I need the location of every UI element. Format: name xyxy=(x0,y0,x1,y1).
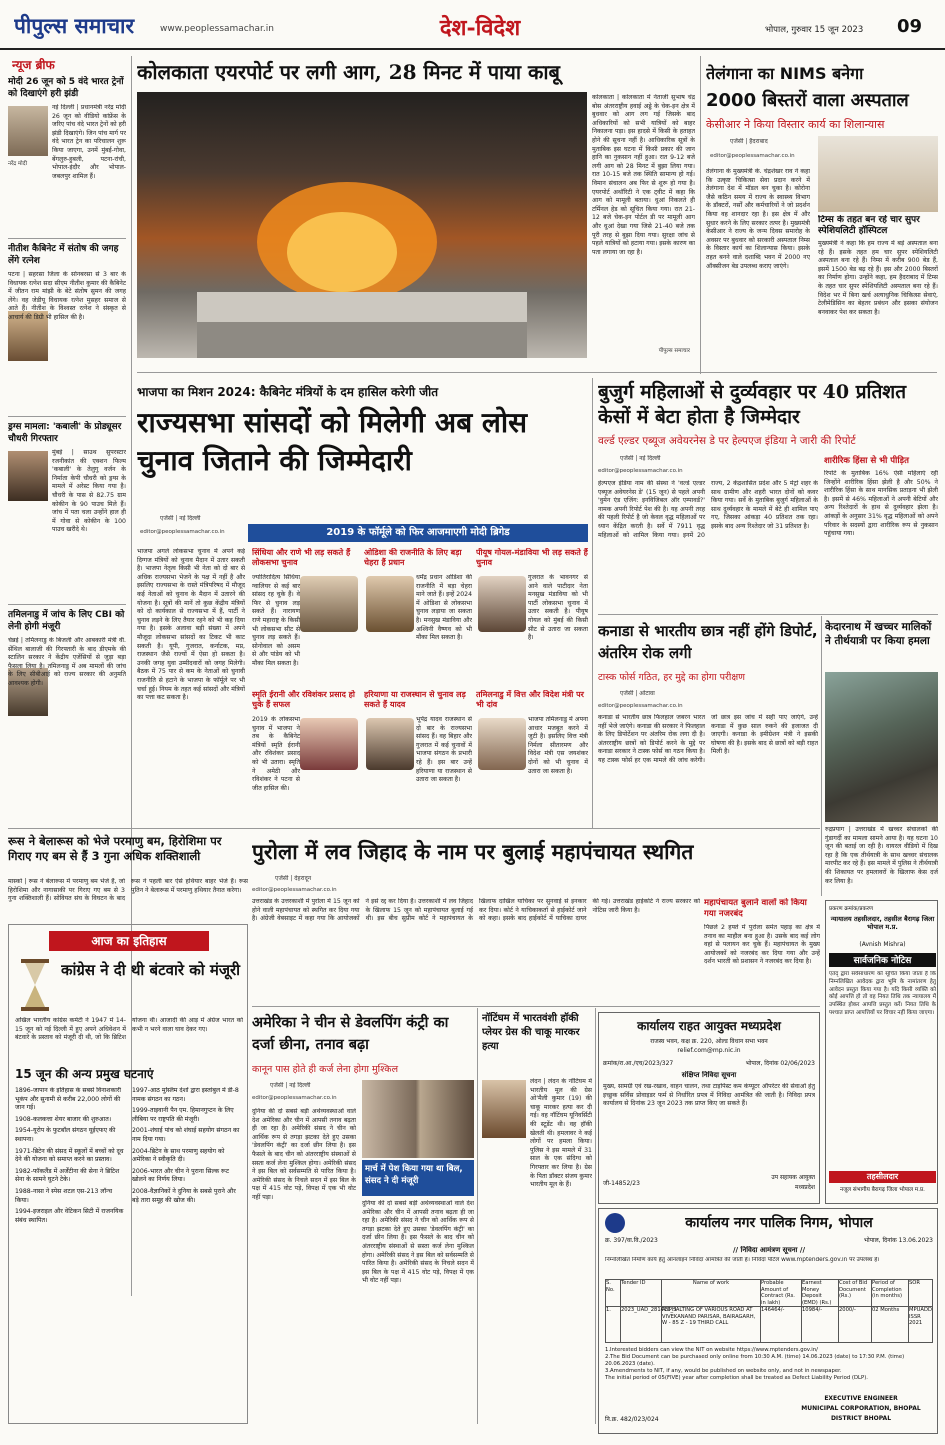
tender-header: SOR xyxy=(909,1280,932,1307)
brief-head-3: ड्रग्स मामला: 'कबाली' के प्रोड्यूसर चौधरी गिरफ्तार xyxy=(8,422,122,444)
profile-head-0: सिंधिया और राणे भी लड़ सकते हैं लोकसभा चुनाव xyxy=(252,548,351,567)
telangana-body: तेलंगाना के मुख्यमंत्री के. चंद्रशेखर राव ने कहा कि उत्कृष्ट चिकित्सा सेवा प्रदान करने में तेलंगाना देश में मॉडल बन चुका है। कोरोना जैसे कठिन समय में राज्य के स्वास्थ्य विभाग के डॉक्टरों, नर्सों और कर्मचारियों ने जो प्रदर्शन किया वह शानदार रहा है। इस क्षेत्र में और सुधार करने के लिए सरकार तत्पर है। मुख्यमंत्री केसीआर ने राज्य के जन्म दिवस समारोह के अवसर पर बुधवार को सरकारी अस्पताल निम्स के विस्तार कार्य का शिलान्यास किया। इसके तहत बनने वाले दशाब्दि भवन में 2000 नए ऑक्सीजन बेड उपलब्ध कराए जाएंगे। xyxy=(706,168,810,270)
col xyxy=(606,1280,621,1342)
profile-head-1: ओडिशा की राजनीति के लिए बड़ा चेहरा हैं प्रधान xyxy=(364,548,462,567)
canada-body: कनाडा से भारतीय छात्र फिलहाल जबरन भारत नहीं भेजे जाएंगे। कनाडा की सरकार ने फिलहाल के लिए डिपोर्टेशन पर अंतरिम रोक लगा दी है। अंतरराष्ट्रीय छात्रों को डिपोर्ट करने के मुद्दे पर कनाडा सरकार ने टास्क फोर्स का गठन किया है। यह टास्क फोर्स हर एक मामले की जांच करेगी। जो छात्र इस जांच में सही पाए जाएंगे, उन्हें कनाडा में कुछ साल रुकने की इजाजत दी जाएगी। कनाडा के इमीग्रेशन मंत्री ने इसकी घोषणा की है। इसके बाद से छात्रों को बड़ी राहत मिली है। xyxy=(598,714,818,764)
elderly-email[interactable]: editor@peoplessamachar.co.in xyxy=(598,468,683,474)
rahat-ref: जी-14852/23 xyxy=(603,1180,640,1187)
elderly-side-body: रिपोर्ट के मुताबिक 16% ऐसी महिलाएं रहीं जिन्होंने शारीरिक हिंसा झेली है और 50% ने शारीरिक हिंसा के साथ मानसिक प्रताड़ना भी झेली है। इसमें से 46% महिलाओं ने अपनी बेटियों और अन्य रिश्तेदारों के हाथ से दुर्व्यवहार झेला है। आंकड़ों के अनुसार 31% वृद्ध महिलाओं को अपने परिवार के सदस्यों द्वारा शारीरिक रूप से नुकसान पहुंचाया गया। xyxy=(824,470,938,538)
nagar-logo-icon xyxy=(605,1213,625,1233)
tender-cell: 10984/- xyxy=(802,1307,823,1313)
collector-name: (Avnish Mishra) xyxy=(859,941,906,948)
profile-head-3: स्मृति ईरानी और रविशंकर प्रसाद हो चुके हैं सफल xyxy=(252,690,355,709)
col xyxy=(839,1280,872,1342)
elderly-side-head: शारीरिक हिंसा से भी पीड़ित xyxy=(824,456,909,466)
col xyxy=(872,1280,909,1342)
usa-byline: एजेंसी | नई दिल्ली xyxy=(270,1082,311,1089)
kcr-photo xyxy=(818,136,938,212)
profile-head-4: हरियाणा या राजस्थान से चुनाव लड़ सकते हैं यादव xyxy=(364,690,466,709)
canada-email[interactable]: editor@peoplessamachar.co.in xyxy=(598,703,683,709)
bjp-email[interactable]: editor@peoplessamachar.co.in xyxy=(140,529,225,535)
nottingham-body: लंदन | लंदन के नॉटिंघम में भारतीय मूल की ग्रेस ओ'मैली कुमार (19) की चाकू मारकर हत्या कर दी गई। वह नॉटिंघम यूनिवर्सिटी की स्टूडेंट थी। वह हॉकी खेलती थी। हमलावर ने कई लोगों पर हमला किया। पुलिस ने इस मामले में 31 साल के एक संदिग्ध को गिरफ्तार कर लिया है। ग्रेस के पिता डॉक्टर संजय कुमार भारतीय मूल के हैं। xyxy=(530,1078,592,1189)
page-number: 09 xyxy=(897,16,923,37)
profile-body-4: भूपेंद्र यादव राजस्थान से दो बार के राज्यसभा सांसद हैं। वह बिहार और गुजरात में कई चुनावों में भाजपा संगठन के प्रभारी रहे हैं। इस बार उन्हें हरियाणा या राजस्थान से उतारा जा सकता है। xyxy=(416,716,472,784)
profile-body-0: ज्योतिरादित्य सिंधिया ग्वालियर से कई बार सांसद रह चुके हैं। वे फिर से चुनाव लड़ सकते हैं। नारायण राणे महाराष्ट्र के किसी भी लोकसभा सीट से चुनाव लड़ सकते हैं। सोनोवाल को असम से और पांडेय को भी मौका मिल सकता है। xyxy=(252,574,300,667)
usa-body-2: दुनिया की दो सबसे बड़ी अर्थव्यवस्थाओं वाले देश अमेरिका और चीन में आपसी तनाव बढ़ता ही जा रहा है। अमेरिकी संसद ने चीन को आर्थिक रूप से तगड़ा झटका देते हुए उसका 'डेवलपिंग कंट्री' का दर्जा छीन लिया है। इस फैसले के बाद चीन को अंतरराष्ट्रीय संस्थाओं से सस्ता कर्ज लेना मुश्किल होगा। अमेरिकी संसद ने इस बिल को सर्वसम्मति से पारित किया है। अमेरिकी संसद के निचले सदन में इस बिल के पक्ष में 415 वोट पड़े, विपक्ष में एक भी वोट नहीं पड़ा। xyxy=(362,1200,474,1285)
tender-header: Earnest Money Deposit (EMD) (Rs.) xyxy=(802,1280,838,1307)
nagar-no: क्र. 397/वा.वि./2023 xyxy=(605,1237,658,1244)
nagar-dept: भोपाल, दिनांक 13.06.2023 xyxy=(863,1237,933,1244)
russia-body: मास्को | रूस ने बेलारूस में परमाणु बम भेजे हैं, जो हिरोशिमा और नागासाकी पर गिराए गए बम से 3 गुना शक्तिशाली हैं। सोवियत संघ के विघटन के बाद रूस ने पहली बार ऐसे हथियार बाहर भेजे हैं। रूस पुतिन ने बेलारूस में परमाणु हथियार तैनात करेगा। xyxy=(8,878,248,903)
event: 1908-कलकत्ता शेयर बाजार की शुरुआत। xyxy=(15,1115,112,1123)
rahat-address: राजस्व भवन, कक्ष क्र. 220, ओल्ड विधान सभा भवन xyxy=(650,1038,768,1045)
note: 3.Amendments to NIT, if any, would be published on website only, and not in newspaper. xyxy=(605,1368,842,1374)
event: 2008-वैज्ञानिकों ने दुनिया के सबसे पुराने और बड़े तारा समूह की खोज की। xyxy=(132,1187,236,1204)
kedarnath-body: रुद्रप्रयाग | उत्तराखंड में खच्चर संचालकों की गुंडागर्दी का मामला सामने आया है। यह घटना 10 जून की बताई जा रही है। वायरल वीडियो में दिख रहा है कि एक तीर्थयात्री के साथ खच्चर संचालक मारपीट कर रहे हैं। इस मामले में पुलिस ने तीर्थयात्री की शिकायत पर हमलावरों के खिलाफ केस दर्ज कर लिया है। xyxy=(825,826,938,885)
tender-header: Period of Completion (in months) xyxy=(872,1280,908,1307)
event: 1896-जापान के इतिहास के सबसे विनाशकारी भूकंप और सुनामी से करीब 22,000 लोगों की जान गई। xyxy=(15,1087,121,1112)
rahat-foot: उप सहायक आयुक्त xyxy=(771,1174,815,1181)
telangana-byline: एजेंसी | हैदराबाद xyxy=(730,138,768,145)
collector-head: न्यायालय तहसीलदार, तहसील बैरागढ़ जिला भोपाल म.प्र. xyxy=(830,915,935,931)
russia-headline: रूस ने बेलारूस को भेजे परमाणु बम, हिरोशिमा पर गिराए गए बम से हैं 3 गुना अधिक शक्तिशाली xyxy=(8,834,222,863)
tender-header: Tender ID xyxy=(621,1280,661,1307)
tender-cell: 146464/- xyxy=(761,1307,785,1313)
kedarnath-headline: केदारनाथ में खच्चर मालिकों ने तीर्थयात्री पर किया हमला xyxy=(825,621,932,647)
collector-body: एतद् द्वारा सर्वसाधारण को सूचित किया जाता है कि निम्नलिखित आवेदक द्वारा भूमि के नामांतरण हेतु आवेदन प्रस्तुत किया गया है। यदि किसी व्यक्ति को कोई आपत्ति हो तो वह नियत तिथि तक न्यायालय में उपस्थित होकर आपत्ति प्रस्तुत करें। नियत तिथि के पश्चात प्राप्त आपत्तियों पर विचार नहीं किया जाएगा। xyxy=(829,971,936,1016)
rahat-ad xyxy=(598,1012,820,1204)
telangana-kicker: तेलंगाना का NIMS बनेगा xyxy=(706,64,864,83)
canada-subhead: टास्क फोर्स गठित, हर मुद्दे का होगा परीक्षण xyxy=(598,672,746,683)
tender-header: Probable Amount of Contract (Rs. in lakh) xyxy=(761,1280,801,1307)
event: 1988-नासा ने स्पेस शटल एस-213 लॉन्च किया। xyxy=(15,1187,113,1204)
note: 1.Interested bidders can view the NIT on website https://www.mptenders.gov.in/ xyxy=(605,1347,818,1353)
bjp-band: 2019 के फॉर्मूले को फिर आजमाएगी मोदी ब्रिगेड xyxy=(248,524,588,542)
tender-header: S. No. xyxy=(606,1280,620,1307)
tender-cell: MPUADD ISSR 2021 xyxy=(909,1307,932,1327)
nagar-sign2: MUNICIPAL CORPORATION, BHOPAL xyxy=(801,1405,921,1412)
tender-cell: 2000/- xyxy=(839,1307,856,1313)
masthead xyxy=(0,0,945,50)
col xyxy=(621,1280,677,1342)
note: 2.The Bid Document can be purchased only online from 10:30 A.M. (time) 14.06.2023 (date) to 17:30 P.M. (time) 20.06.2023 (date). xyxy=(605,1354,905,1367)
purola-email[interactable]: editor@peoplessamachar.co.in xyxy=(252,887,337,893)
hourglass-icon xyxy=(17,957,53,1013)
rahat-email[interactable]: relief.com@mp.nic.in xyxy=(677,1047,741,1054)
telangana-side-body: मुख्यमंत्री ने कहा कि हम राज्य में बड़े अस्पताल बना रहे हैं। इसके तहत हम चार सुपर स्पेशियलिटी अस्पताल बना रहे हैं। निम्स में करीब 900 बेड हैं, इसमें 1500 बेड बढ़ रहे हैं। इस और 2000 बिस्तरों का निर्माण होगा। उन्होंने कहा, हम हैदराबाद में टिम्स के तहत चार सुपर स्पेशियलिटी अस्पताल बना रहे हैं। विदेश भर में बिना खर्च अत्याधुनिक चिकित्सा सेवाएं, टेलीमेडिसिन का बेहतर प्रबंधन और इसका संयोजन बनवाकर पेश कर सकता है। xyxy=(818,240,938,316)
bjp-byline: एजेंसी | नई दिल्ली xyxy=(160,515,201,522)
brief-head-2: नीतीश कैबिनेट में संतोष की जगह लेंगे रत्नेश xyxy=(8,244,119,266)
collector-title: प्रकरण क्रमांक/प्रकरण xyxy=(829,906,873,912)
purola-headline: पुरोला में लव जिहाद के नाम पर बुलाई महापंचायत स्थगित xyxy=(252,839,694,864)
rahat-body: मुख्य, सामग्री एवं रख-रखाव, वाहन चालन, तथा टाइपिस्ट कम कंप्यूटर ऑपरेटर की सेवाओं हेतु इच्छुक सर्विस प्रोवाइडर फर्म से निर्धारित प्रपत्र में निविदा आमंत्रित की जाती है। निविदा प्रपत्र कार्यालय से दिनांक 23 जून 2023 तक प्राप्त किए जा सकते हैं। xyxy=(603,1083,815,1108)
rahat-title: कार्यालय राहत आयुक्त मध्यप्रदेश xyxy=(637,1019,781,1033)
history-box xyxy=(8,924,248,1424)
elderly-headline: बुजुर्ग महिलाओं से दुर्व्यवहार पर 40 प्रतिशत केसों में बेटा होता है जिम्मेदार xyxy=(598,381,907,428)
nagar-ref: नि.क्र. 482/023/024 xyxy=(605,1416,659,1423)
telangana-subhead: केसीआर ने किया विस्तार कार्य का शिलान्यास xyxy=(706,118,885,131)
logo[interactable]: पीपुल्स समाचार xyxy=(14,13,135,38)
profile-body-2: गुजरात के भावनगर से आने वाले पाटीदार नेता मनसुख मंडाविया को भी पार्टी लोकसभा चुनाव में उतार सकती है। पीयूष गोयल को मुंबई की किसी सीट से उतारा जा सकता है। xyxy=(528,574,588,642)
rahat-foot2: मध्यप्रदेश xyxy=(794,1184,815,1191)
brief-head-1: मोदी 26 जून को 5 वंदे भारत ट्रेनों को दिखाएंगे हरी झंडी xyxy=(8,77,124,99)
nottingham-headline: नॉटिंघम में भारतवंशी हॉकी प्लेयर ग्रेस की चाकू मारकर हत्या xyxy=(482,1013,580,1052)
telangana-headline: 2000 बिस्तरों वाला अस्पताल xyxy=(706,90,909,111)
airport-headline: कोलकाता एयरपोर्ट पर लगी आग, 28 मिनट में पाया काबू xyxy=(137,60,560,84)
collector-ad xyxy=(825,900,938,1204)
nagar-notes xyxy=(605,1347,933,1391)
nagar-notice: // निविदा आमंत्रण सूचना // xyxy=(732,1246,806,1254)
brief-body-4: चेन्नई | तमिलनाडु के बिजली और आबकारी मंत्री वी. सेंथिल बालाजी की गिरफ्तारी के बाद डीएमके की स्टालिन सरकार ने केंद्रीय एजेंसियों से जुड़ा बड़ा फैसला लिया है। तमिलनाडु में अब मामलों की जांच के लिए सीबीआई को राज्य सरकार की अनुमति आवश्यक होगी। xyxy=(8,637,126,687)
nagar-sign3: DISTRICT BHOPAL xyxy=(830,1415,892,1422)
usa-headline: अमेरिका ने चीन से डेवलपिंग कंट्री का दर्जा छीना, तनाव बढ़ा xyxy=(252,1015,449,1053)
elderly-byline: एजेंसी | नई दिल्ली xyxy=(620,455,661,462)
history-label: आज का इतिहास xyxy=(49,931,209,951)
photo-credit: पीपुल्स समाचार xyxy=(658,348,690,354)
event: 1971-ब्रिटेन की संसद में स्कूलों में बच्चों को दूध देने की योजना को समाप्त करने का प्रस्ताव। xyxy=(15,1147,124,1164)
profile-head-5: तमिलनाडु में वित्त और विदेश मंत्री पर भी दांव xyxy=(476,690,584,709)
event: 1994-इजराइल और वेटिकन सिटी में राजनयिक संबंध स्थापित। xyxy=(15,1208,124,1224)
event: 1997-आठ मुस्लिम देशों द्वारा इस्तांबुल में डी-8 नामक संगठन का गठन। xyxy=(132,1087,239,1103)
fire-scene xyxy=(137,92,587,358)
col xyxy=(662,1280,761,1342)
bjp-kicker: भाजपा का मिशन 2024: कैबिनेट मंत्रियों के दम हासिल करेगी जीत xyxy=(137,385,439,399)
history-events xyxy=(15,1087,243,1419)
news-brief xyxy=(8,56,126,888)
bjp-headline: राज्यसभा सांसदों को मिलेगी अब लोस चुनाव जिताने की जिम्मेदारी xyxy=(137,406,528,477)
purola-side-body: पिछले 2 हफ्ते में पुरोला समेत पहाड़ का क्षेत्र में तनाव का माहौल बना हुआ है। उसके बाद कई लोग वहां से पलायन कर चुके हैं। महापंचायत के मुख्य आयोजकों को नजरबंद कर दिया गया और उन्हें दर्शन भारती को प्रशासन ने नजरबंद कर दिया है। xyxy=(704,924,820,966)
profile-body-3: 2019 के लोकसभा चुनाव में भाजपा ने तब के कैबिनेट मंत्रियों स्मृति ईरानी और रविशंकर प्रसाद को भी उतारा। स्मृति ने अमेठी और रविशंकर ने पटना से जीत हासिल की। xyxy=(252,716,300,792)
col xyxy=(761,1280,802,1342)
website[interactable]: www.peoplessamachar.in xyxy=(160,24,274,34)
brief-body-1: नई दिल्ली | प्रधानमंत्री नरेंद्र मोदी 26 जून को वीडियो कांफ्रेंस के जरिए पांच वंदे भारत ट्रेनों को हरी झंडी दिखाएंगे। जिन पांच मार्ग पर वंदे भारत ट्रेन का परिचालन शुरू किया जाएगा, उनमें मुंबई-गोवा, बेंगलुरु-हुबली, पटना-रांची, भोपाल-इंदौर और भोपाल-जबलपुर शामिल हैं। xyxy=(52,104,126,180)
profile-head-2: पीयूष गोयल-मंडाविया भी लड़ सकते हैं चुनाव xyxy=(476,548,588,567)
event: 2001-शंघाई पांच को शंघाई सहयोग संगठन का नाम दिया गया। xyxy=(132,1127,240,1143)
hourglass-svg xyxy=(17,957,53,1013)
tender-cell: ASPHALTING OF VARIOUS ROAD AT VIVEKANAND PARISAR, BAIRAGARH, W - 85 Z - 19 THIRD CALL xyxy=(662,1307,756,1327)
brief-caption-1: नरेंद्र मोदी xyxy=(8,161,28,167)
collector-notice: सार्वजनिक नोटिस xyxy=(829,953,936,967)
telangana-side-head: टिम्स के तहत बन रहे चार सुपर स्पेशियलिटी हॉस्पिटल xyxy=(818,215,920,236)
event: 1999-ताइवानी पैन एम. हिमानगुप्टन के लिए लीबिया पर राष्ट्रपति की मंजूरी। xyxy=(132,1107,234,1123)
brief-body-2: पटना | सहरसा जिला के सोनबरसा से 3 बार के विधायक रत्नेश सदा सीएम नीतीश कुमार की कैबिनेट में जीतन राम मांझी के बेटे संतोष सुमन की जगह लेंगे। वह जेडीयू विधायक रत्नेश मुसहर समाज से आते हैं। नीतीश के विश्वस्त रत्नेश ने संस्कृत से आचार्य की डिग्री भी हासिल की है। xyxy=(8,271,126,321)
history-headline: कांग्रेस ने दी थी बंटवारे को मंजूरी xyxy=(61,961,240,979)
col xyxy=(909,1280,932,1342)
tender-header: Cost of Bid Document (Rs.) xyxy=(839,1280,871,1307)
brief-head-4: तमिलनाडु में जांच के लिए CBI को लेनी होगी मंजूरी xyxy=(8,610,125,632)
rahat-date: भोपाल, दिनांक 02/06/2023 xyxy=(745,1060,815,1067)
usa-subhead: कानून पास होते ही कर्ज लेना होगा मुश्किल xyxy=(252,1064,399,1075)
collector-foot: तहसीलदार xyxy=(829,1171,936,1183)
canada-headline: कनाडा से भारतीय छात्र नहीं होंगे डिपोर्ट, अंतरिम रोक लगी xyxy=(598,622,818,662)
biden-xi-photo xyxy=(362,1080,474,1158)
event: 1954-यूरोप के फुटबॉल संगठन यूईएफए की स्थापना। xyxy=(15,1127,116,1143)
usa-email[interactable]: editor@peoplessamachar.co.in xyxy=(252,1095,337,1101)
dateline: भोपाल, गुरुवार 15 जून 2023 xyxy=(765,25,864,35)
tender-cell: 1. xyxy=(606,1307,611,1313)
history-sub: 15 जून की अन्य प्रमुख घटनाएं xyxy=(15,1067,154,1081)
brief-label: न्यूज ब्रीफ xyxy=(12,58,55,72)
nagar-sign: EXECUTIVE ENGINEER xyxy=(824,1395,898,1402)
collector-foot2: नजूल संभागीय बैरागढ़ जिला भोपाल म.प्र. xyxy=(840,1187,925,1193)
telangana-email[interactable]: editor@peoplessamachar.co.in xyxy=(710,153,795,159)
event: 2006-भारत और चीन ने पुराना सिल्क रूट खोलने का निर्णय लिया। xyxy=(132,1167,229,1184)
purola-body: उत्तराखंड के उत्तरकाशी में पुरोला में 15 जून को होने वाली महापंचायत को स्थगित कर दिया गया है। अंग्रेजी वेबसाइट में कहा गया कि आयोजकों ने इसे रद्द कर दिया है। उत्तरकाशी में लव जिहाद के खिलाफ 15 जून को महापंचायत बुलाई गई थी। इस बीच सुप्रीम कोर्ट ने महापंचायत के खिलाफ दाखिल याचिका पर सुनवाई से इनकार कर दिया। कोर्ट ने याचिकाकर्ता से हाईकोर्ट जाने को कहा। इसके बाद हाईकोर्ट में याचिका दायर की गई। उत्तराखंड हाईकोर्ट ने राज्य सरकार को नोटिस जारी किया है। xyxy=(252,898,700,923)
tender-cell: 2023_UAD_281416_3 xyxy=(621,1307,677,1313)
tender-table xyxy=(605,1279,933,1343)
nagar-ad xyxy=(598,1208,938,1434)
note: The initial period of 05(FIVE) year after completion shall be treated as Defect Liability Period (DLP). xyxy=(605,1375,868,1381)
profile-body-1: धर्मेंद्र प्रधान ओडिशा की राजनीति में बड़ा चेहरा माने जाते हैं। इन्हें 2024 में ओडिशा से लोकसभा चुनाव लड़ाया जा सकता है। मनसुख मंडाविया और अश्विनी वैष्णव को भी मौका मिल सकता है। xyxy=(416,574,472,642)
nagar-title: कार्यालय नगर पालिक निगम, भोपाल xyxy=(685,1215,873,1231)
kedarnath-photo xyxy=(825,672,938,822)
event: 2004-ब्रिटेन के साथ परमाणु सहयोग को अमेरिका ने स्वीकृति दी। xyxy=(132,1147,225,1164)
usa-body: दुनिया की दो सबसे बड़ी अर्थव्यवस्थाओं वाले देश अमेरिका और चीन में आपसी तनाव बढ़ता ही जा रहा है। अमेरिकी संसद ने चीन को आर्थिक रूप से तगड़ा झटका देते हुए उसका 'डेवलपिंग कंट्री' का दर्जा छीन लिया है। इस फैसले के बाद चीन को अंतरराष्ट्रीय संस्थाओं से सस्ता कर्ज लेना मुश्किल होगा। अमेरिकी संसद ने इस बिल को सर्वसम्मति से पारित किया है। अमेरिकी संसद के निचले सदन में इस बिल के पक्ष में 415 वोट पड़े, विपक्ष में एक भी वोट नहीं पड़ा। xyxy=(252,1108,356,1201)
purola-byline: एजेंसी | देहरादून xyxy=(275,875,312,882)
purola-side-head: महापंचायत बुलाने वालों को किया गया नजरबंद xyxy=(704,898,807,919)
history-body: अखिल भारतीय कांग्रेस कमेटी ने 1947 में 14-15 जून को नई दिल्ली में हुए अपने अधिवेशन में बंटवारे के प्रस्ताव को मंजूरी दी थी, जो कि ब्रिटिश योजना थी। आजादी की आड़ में अंग्रेज भारत को कभी न भरने वाला घाव देकर गए। xyxy=(15,1017,243,1042)
airport-body: कोलकाता | कोलकाता में नेताजी सुभाष चंद्र बोस अंतरराष्ट्रीय हवाई अड्डे के चेक-इन क्षेत्र में बुधवार को आग लग गई जिसके बाद अधिकारियों को सभी यात्रियों को बाहर निकालना पड़ा। इस हादसे में किसी के हताहत होने की सूचना नहीं है। आधिकारिक सूत्रों के मुताबिक इस घटना में किसी प्रकार की जान हानि का नुकसान नहीं हुआ। रात 9-12 बजे लगी आग को 28 मिनट में बुझा लिया गया। रात 10-15 बजे तक स्थिति सामान्य हो गई। विमान संचालन अब फिर से शुरू हो गया है। एयरपोर्ट अथॉरिटी ने एक ट्वीट में कहा कि आग को मामूली बताया। धुआं निकलते ही टर्मिनल हेड को सूचित किया गया। रात 21-12 बजे चेक-इन पोर्टल डी पर मामूली आग और धुआं देखा गया जिसे 21-40 बजे तक पूरी तरह से बुझा दिया गया। सुरक्षा जांच से पहले यात्रियों को हटाया गया। इसके कारण का पता लगाया जा रहा है। xyxy=(592,94,695,256)
nagar-intro: निम्नलिखित निर्माण कार्य हेतु ऑनलाइन निविदा आमंत्रित की जाती है। निविदा पोर्टल www.mptenders.gov.in पर उपलब्ध है। xyxy=(605,1257,880,1263)
profile-body-5: भाजपा तमिलनाडु में अपना आधार मजबूत करने में जुटी है। इसलिए वित्त मंत्री निर्मला सीतारमण और विदेश मंत्री एस जयशंकर दोनों को भी चुनाव में उतारा जा सकता है। xyxy=(528,716,588,775)
section-title: देश-विदेश xyxy=(439,15,521,41)
elderly-body: हेल्पएज इंडिया नाम की संस्था ने 'वर्ल्ड एल्डर एब्यूज अवेयरनेस डे' (15 जून) से पहले अपनी 'वुमेन एंड एजिंग: इनविजिबल ऑर एम्पावर्ड?' नामक अपनी रिपोर्ट पेश की है। यह अपनी तरह की पहली रिपोर्ट है जो केवल वृद्ध महिलाओं पर ध्यान केंद्रित करती है। सर्वे में 7911 वृद्ध महिलाओं को शामिल किया गया। इनमें 20 राज्य, 2 केंद्रशासित प्रदेश और 5 मेट्रो शहर के साथ ग्रामीण और शहरी भारत दोनों को कवर किया गया। सर्वे के मुताबिक बुजुर्ग महिलाओं के साथ दुर्व्यवहार के मामले में बेटे ही शामिल पाए गए, जिसका आंकड़ा 40 प्रतिशत तक रहा। इसके बाद अन्य रिश्तेदार जो 31 प्रतिशत है। xyxy=(598,480,818,539)
rahat-notice: संक्षिप्त निविदा सूचना xyxy=(681,1071,737,1079)
bjp-body: भाजपा अगले लोकसभा चुनाव में अपने कई दिग्गज मंत्रियों को चुनाव मैदान में उतार सकती है। भाजपा नेतृत्व किसी भी नेता को दो बार से अधिक राज्यसभा भेजने के पक्ष में नहीं है और इसलिए राज्यसभा के रास्ते मंत्रिपरिषद में मौजूद कई नेताओं को चुनाव के मैदान में उतारने की योजना है। सूत्रों की मानें तो कुछ केंद्रीय मंत्रियों को दो कार्यकाल से राज्यसभा में हैं, पार्टी ने चुनाव लड़ने के लिए तैयार रहने को भी कह दिया गया है। इसके अलावा बड़ी संख्या में अपने मौजूदा लोकसभा सांसदों का टिकट भी काट सकती है। यूपी, गुजरात, कर्नाटक, मप्र, राजस्थान जैसे राज्यों में ऐसा हो सकता है। उनकी जगह युवा उम्मीदवारों को जगह मिलेगी। बैठक में 75 पार से कम के नेताओं को चुनावी राजनीति से हटाने के भाजपा के फॉर्मूले पर भी चर्चा हुई। नियम के तहत कई सांसदों और मंत्रियों का पत्ता कट सकता है। xyxy=(137,548,245,702)
event: 1982-फॉकलैंड में अर्जेंटीना की सेना ने ब्रिटिश सेना के सामने घुटने टेके। xyxy=(15,1167,120,1184)
tender-header: Name of work xyxy=(662,1280,760,1307)
brief-body-3: मुंबई | साउथ सुपरस्टार रजनीकांत की एक्शन फिल्म 'कबाली' के तेलुगु वर्जन के निर्माता केपी चौधरी को ड्रग्स के मामले में अरेस्ट किया गया है। चौधरी के पास से 82.75 ग्राम कोकीन के 90 पाउच मिले हैं। जांच में पता चला उन्होंने हाल ही में गोवा से कोकीन के 100 पाउच खरीदे थे। xyxy=(52,449,126,534)
rahat-no: क्रमांक/रा.आ./एच/2023/327 xyxy=(603,1060,674,1067)
canada-byline: एजेंसी | ओटावा xyxy=(620,690,655,697)
airport-fire-photo xyxy=(137,92,587,358)
usa-caption-box: मार्च में पेश किया गया था बिल, संसद ने दी मंजूरी xyxy=(362,1160,474,1196)
col xyxy=(802,1280,839,1342)
tender-cell: 02 Months xyxy=(872,1307,900,1313)
elderly-subhead: वर्ल्ड एल्डर एब्यूज अवेयरनेस डे पर हेल्पएज इंडिया ने जारी की रिपोर्ट xyxy=(598,435,856,447)
